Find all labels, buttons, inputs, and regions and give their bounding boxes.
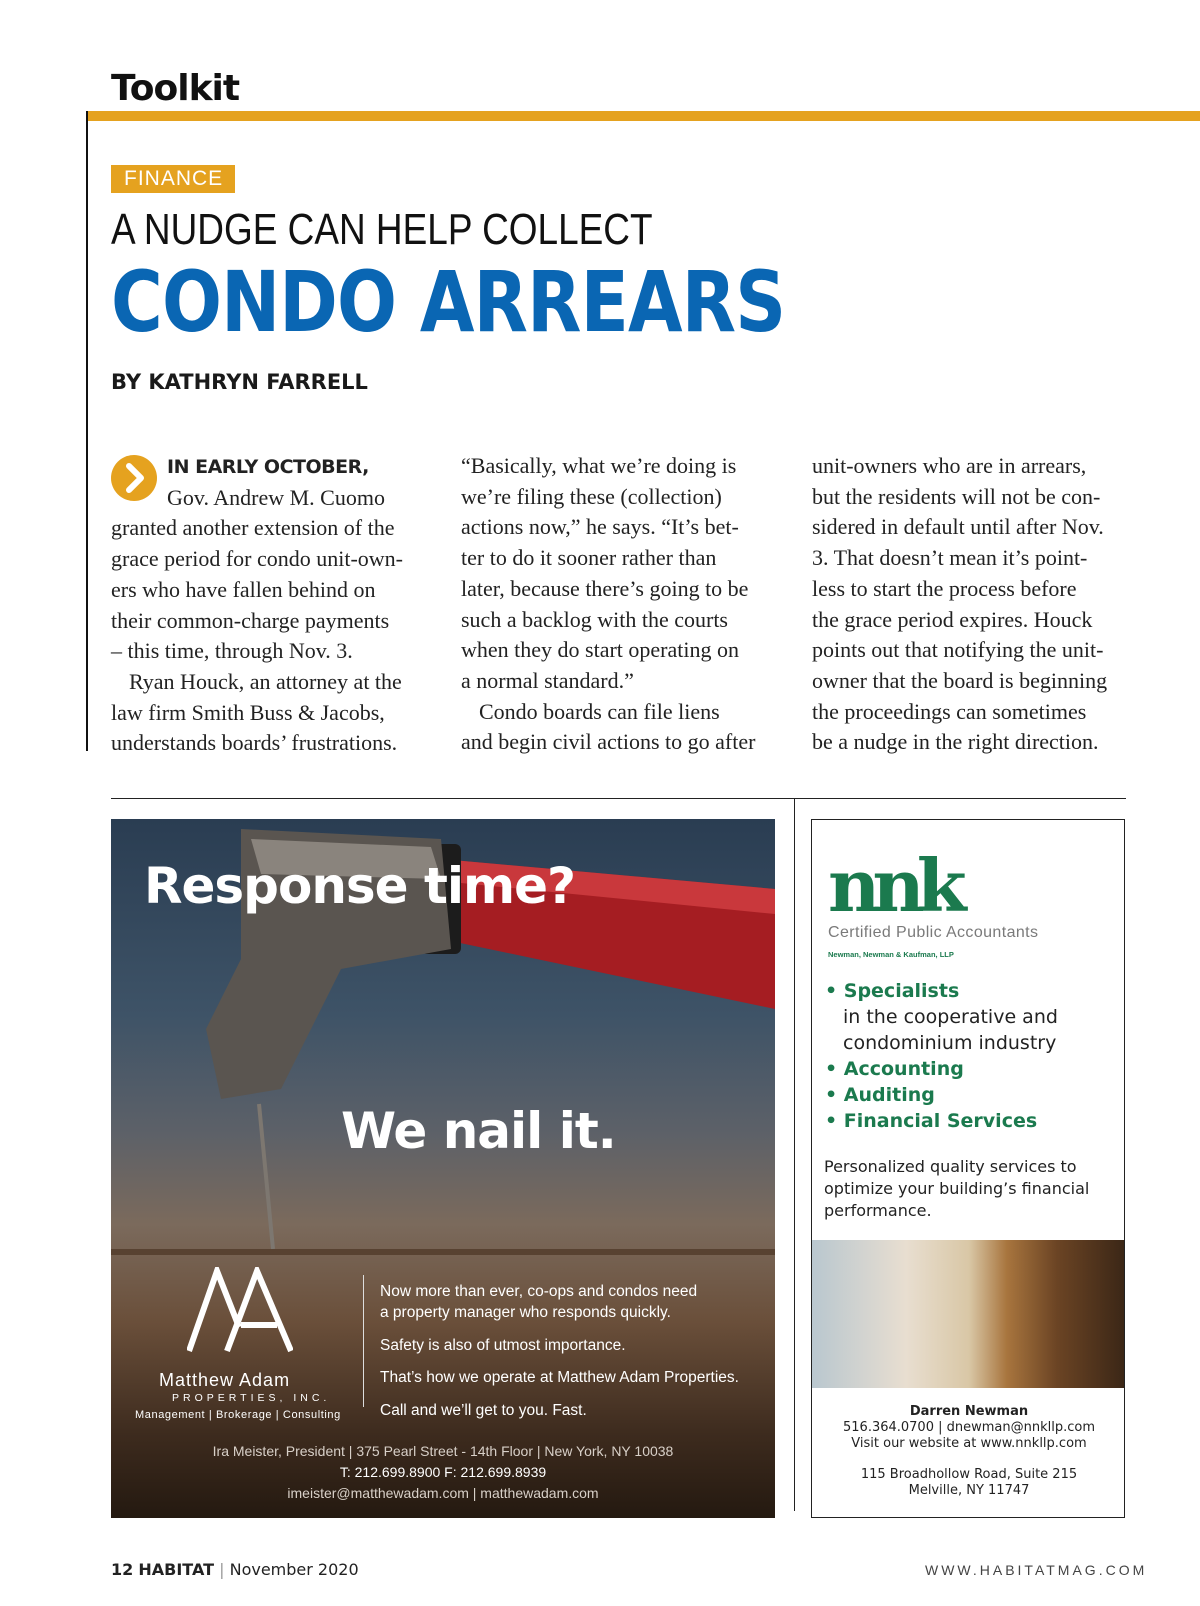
ad-contact-web[interactable]: imeister@matthewadam.com | matthewadam.com <box>287 1485 599 1501</box>
body-line: such a backlog with the courts <box>461 606 728 632</box>
ad-contact-address: Ira Meister, President | 375 Pearl Street - 14th Floor | New York, NY 10038 <box>212 1443 674 1459</box>
body-line: be a nudge in the right direction. <box>812 729 1099 755</box>
body-line: “Basically, what we’re doing is <box>461 453 737 478</box>
body-line: law firm Smith Buss & Jacobs, <box>111 699 385 725</box>
nnk-service-list <box>825 978 1058 1134</box>
ad-tagline: We nail it. <box>341 1102 616 1160</box>
body-line: understands boards’ frustrations. <box>111 730 398 756</box>
byline: BY KATHRYN FARRELL <box>111 370 368 394</box>
ad-services: Management | Brokerage | Consulting <box>135 1409 341 1421</box>
nnk-ad[interactable] <box>811 819 1125 1518</box>
body-line: we’re filing these (collection) <box>461 483 722 509</box>
list-item: • Financial Services <box>825 1110 1038 1132</box>
category-tag: FINANCE <box>111 165 235 193</box>
body-line: Condo boards can file liens <box>479 698 720 724</box>
article-headline: CONDO ARREARS <box>111 253 786 351</box>
body-line: ter to do it sooner rather than <box>461 545 717 571</box>
nnk-contact-phone[interactable]: 516.364.0700 | dnewman@nnkllp.com <box>843 1420 1095 1435</box>
matthew-adam-ad[interactable] <box>111 819 775 1518</box>
nnk-contact-name: Darren Newman <box>909 1404 1029 1419</box>
nnk-address-line: Melville, NY 11747 <box>908 1483 1030 1498</box>
left-margin-rule <box>86 111 88 751</box>
matthew-adam-logo-icon <box>187 1267 293 1353</box>
ad-divider <box>794 798 795 1511</box>
body-line: granted another extension of the <box>111 515 395 541</box>
ad-copy-line: Call and we’ll get to you. Fast. <box>380 1402 587 1419</box>
ad-brand-name: Matthew Adam <box>159 1370 291 1390</box>
article-column-1 <box>111 451 431 759</box>
nnk-contact-web[interactable]: Visit our website at www.nnkllp.com <box>851 1436 1087 1451</box>
article-kicker: A NUDGE CAN HELP COLLECT <box>111 205 653 254</box>
ad-copy-divider <box>363 1275 364 1407</box>
body-line: points out that notifying the unit- <box>812 637 1104 663</box>
body-line: 3. That doesn’t mean it’s point- <box>812 545 1088 571</box>
body-line: but the residents will not be con- <box>812 483 1101 509</box>
body-line: grace period for condo unit-own- <box>111 546 404 572</box>
body-line: the proceedings can sometimes <box>812 698 1087 724</box>
body-line: Ryan Houck, an attorney at the <box>129 668 402 694</box>
body-line: their common-charge payments <box>111 607 390 633</box>
body-line: – this time, through Nov. 3. <box>111 638 353 664</box>
ad-copy-line: Safety is also of utmost importance. <box>380 1337 626 1354</box>
body-line: later, because there’s going to be <box>461 575 749 601</box>
nnk-logo: nnk <box>828 843 959 928</box>
ad-brand-sub: PROPERTIES, INC. <box>172 1392 331 1404</box>
ad-copy-line: Now more than ever, co-ops and condos need <box>380 1283 698 1300</box>
body-line: Gov. Andrew M. Cuomo <box>167 484 385 510</box>
nnk-office-photo <box>812 1240 1125 1388</box>
section-label: Toolkit <box>111 68 240 109</box>
ad-copy-line: That’s how we operate at Matthew Adam Properties. <box>380 1369 739 1386</box>
list-item: • Accounting <box>825 1058 964 1080</box>
body-line: ers who have fallen behind on <box>111 576 376 602</box>
header-rule <box>86 111 1200 121</box>
body-line: less to start the process before <box>812 575 1077 601</box>
body-line: owner that the board is beginning <box>812 667 1108 693</box>
issue-date: November 2020 <box>229 1560 359 1579</box>
body-line: actions now,” he says. “It’s bet- <box>461 514 739 540</box>
nnk-address-line: 115 Broadhollow Road, Suite 215 <box>860 1467 1078 1482</box>
list-item: • Auditing <box>825 1084 935 1106</box>
page-footer-left: 12 HABITAT | November 2020 <box>111 1560 359 1579</box>
body-line: when they do start operating on <box>461 637 739 663</box>
ad-copy-line: a property manager who responds quickly. <box>380 1304 671 1321</box>
list-item-detail: in the cooperative and <box>843 1006 1058 1028</box>
ad-contact-phone: T: 212.699.8900 F: 212.699.8939 <box>339 1464 547 1480</box>
article-column-3 <box>812 451 1132 758</box>
section-divider <box>111 798 1126 799</box>
nnk-pitch: Personalized quality services to optimize your building’s financial performance. <box>824 1157 1090 1220</box>
website-link[interactable]: WWW.HABITATMAG.COM <box>925 1562 1148 1578</box>
nnk-legal-name: Newman, Newman & Kaufman, LLP <box>828 950 954 959</box>
ad-headline: Response time? <box>144 857 576 915</box>
nnk-tagline: Certified Public Accountants <box>828 924 1039 941</box>
body-line: and begin civil actions to go after <box>461 729 756 755</box>
magazine-name: HABITAT <box>138 1560 215 1579</box>
body-line: the grace period expires. Houck <box>812 606 1093 632</box>
list-item: • Specialists <box>825 980 960 1002</box>
list-item-detail: condominium industry <box>843 1032 1057 1054</box>
article-column-2 <box>461 451 781 758</box>
lead-in: IN EARLY OCTOBER, <box>167 456 369 478</box>
body-line: unit-owners who are in arrears, <box>812 453 1087 478</box>
body-line: sidered in default until after Nov. <box>812 514 1104 540</box>
page-number: 12 <box>111 1560 134 1579</box>
body-line: a normal standard.” <box>461 667 634 693</box>
